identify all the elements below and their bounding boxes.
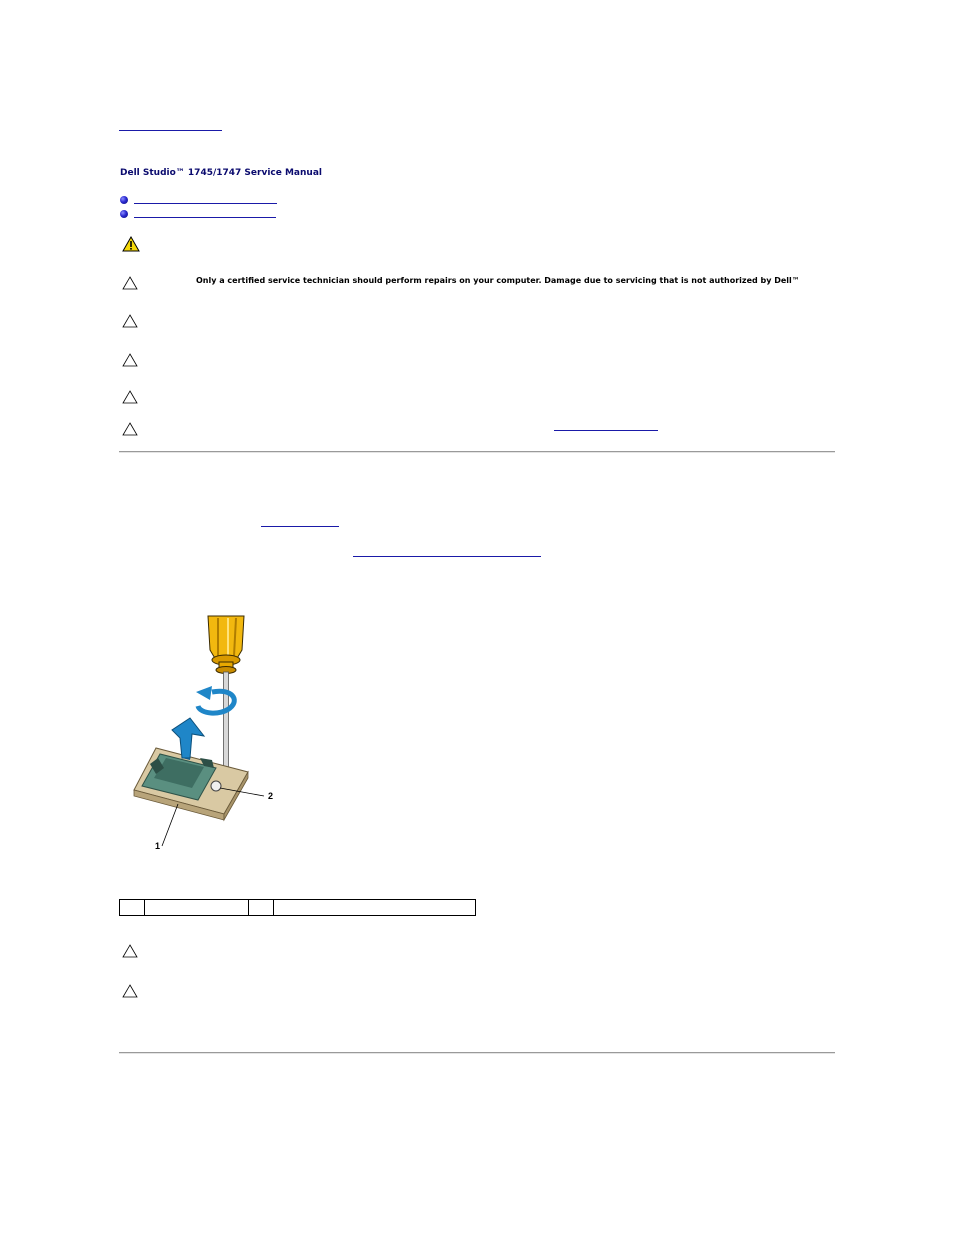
caution-icon	[122, 944, 138, 958]
back-to-contents-link[interactable]	[119, 130, 222, 131]
caution-icon	[122, 390, 138, 404]
section-divider	[119, 451, 835, 453]
table-row	[120, 900, 476, 916]
callout-label-2: 2	[268, 791, 274, 801]
callout-label-1: 1	[155, 841, 161, 851]
bullet-icon	[120, 210, 128, 218]
caution-icon	[122, 984, 138, 998]
callout-leader-1	[162, 804, 178, 846]
certified-technician-notice: Only a certified service technician should perform repairs on your computer. Damage due to servicing that is not authorized by Dell™	[196, 276, 800, 285]
callout-table	[119, 899, 476, 916]
processor-icon	[134, 748, 248, 820]
warning-icon	[122, 236, 140, 252]
page-title: Dell Studio™ 1745/1747 Service Manual	[120, 168, 322, 178]
toc-link-remove[interactable]	[134, 203, 277, 204]
caution-link[interactable]	[554, 430, 658, 431]
procedure-link-1[interactable]	[261, 526, 339, 527]
screwdriver-icon	[208, 616, 244, 784]
toc-link-replace[interactable]	[134, 217, 276, 218]
processor-removal-illustration	[120, 608, 300, 858]
procedure-link-2[interactable]	[353, 556, 541, 557]
caution-icon	[122, 353, 138, 367]
bullet-icon	[120, 196, 128, 204]
caution-icon	[122, 422, 138, 436]
caution-icon	[122, 276, 138, 290]
table-cell	[120, 900, 145, 916]
section-divider	[119, 1052, 835, 1054]
table-cell	[274, 900, 476, 916]
caution-icon	[122, 314, 138, 328]
table-cell	[145, 900, 249, 916]
table-cell	[249, 900, 274, 916]
